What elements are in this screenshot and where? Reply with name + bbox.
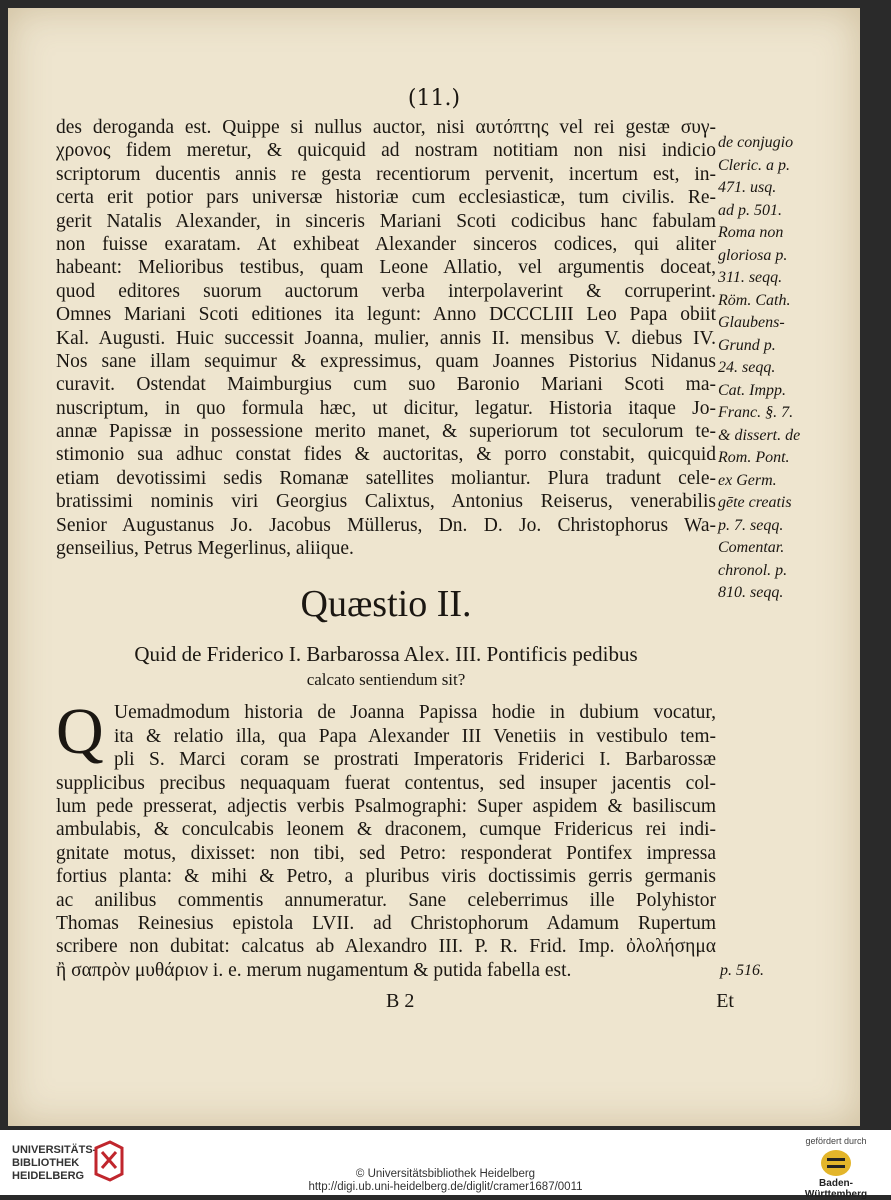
text-line: curavit. Ostendat Maimburgius cum suo Baronio Mariani Scoti ma-	[56, 374, 716, 396]
text-line: Nos sane illam sequimur & expressimus, quam Joannes Pistorius Nidanus	[56, 350, 716, 372]
paragraph-2	[56, 695, 716, 982]
viewer-footer	[0, 1130, 891, 1200]
marginal-note-line: Röm. Cath.	[718, 291, 791, 309]
marginal-note-line: p. 7. seqq.	[718, 516, 784, 534]
text-line: non fuisse exaratam. At exhibeat Alexander sinceros codices, qui aliter	[56, 233, 716, 255]
text-line: pli S. Marci coram se prostrati Imperatoris Friderici I. Barbarossæ	[114, 749, 716, 771]
text-line: ita & relatio illa, qua Papa Alexander III Venetiis in vestibulo tem-	[114, 725, 716, 747]
section-heading: Quæstio II.	[300, 583, 472, 626]
marginal-note-line: gloriosa p.	[718, 246, 788, 264]
scanned-page	[8, 8, 860, 1126]
text-line: ambulabis, & conculcabis leonem & draconem, cumque Fridericus rei indi-	[56, 819, 716, 841]
drop-cap: Q	[56, 695, 104, 769]
text-line: χρονος fidem meretur, & quicquid ad nostram notitiam non nisi indicio	[56, 140, 716, 162]
marginal-note-line: 24. seqq.	[718, 359, 776, 376]
text-line: Omnes Mariani Scoti editiones ita legunt: Anno DCCCLIII Leo Papa obiit	[56, 304, 716, 326]
page-foot	[56, 990, 734, 1016]
funder-name: Baden-Württemberg	[804, 1178, 868, 1200]
paragraph-1	[56, 116, 716, 560]
text-line: stimonio sua adhuc constat fides & auctoritas, & porro constabit, quicquid	[56, 444, 716, 466]
text-line: Thomas Reinesius epistola LVII. ad Christophorum Adamum Rupertum	[56, 912, 716, 934]
text-line: Uemadmodum historia de Joanna Papissa hodie in dubium vocatur,	[114, 702, 716, 724]
question-title-line-1: Quid de Friderico I. Barbarossa Alex. III. Pontificis pedibus	[134, 642, 638, 667]
state-emblem-icon	[821, 1150, 851, 1176]
page-number: (11.)	[407, 86, 461, 111]
text-line: quod editores suorum auctorum verba interpolaverint & corruperint.	[56, 280, 716, 302]
funding-badge[interactable]	[791, 1136, 881, 1200]
marginal-note-line: Franc. §. 7.	[718, 404, 794, 421]
text-line: nuscriptum, in quo formula hæc, ut dicitur, legatur. Historia itaque Jo-	[56, 397, 716, 419]
funded-by-label: gefördert durch	[805, 1136, 867, 1146]
marginal-note-line: Roma non	[718, 224, 784, 241]
catchword: Et	[716, 990, 734, 1012]
footer-credits	[0, 1168, 891, 1194]
marginal-note-line: 311. seqq.	[718, 269, 783, 286]
marginal-note-line: 810. seqq.	[718, 584, 784, 601]
marginal-note-line: Glaubens-	[718, 314, 785, 331]
marginal-note-line: Rom. Pont.	[718, 449, 790, 466]
text-line: lum pede presserat, adjectis verbis Psalmographi: Super aspidem & basiliscum	[56, 795, 716, 817]
main-text-block	[56, 116, 716, 982]
marginal-note-line: Cat. Impp.	[718, 381, 786, 399]
marginal-note-line: & dissert. de	[718, 426, 801, 444]
text-line: fortius planta: & mihi & Petro, a pluribus viris doctissimis gerris germanis	[56, 866, 716, 888]
text-line: certa erit potior pars universæ historiæ cum ecclesiasticæ, tum civilis. Re-	[56, 187, 716, 209]
marginal-note-line: Comentar.	[718, 539, 785, 556]
marginal-note-line: Cleric. a p.	[718, 156, 790, 174]
text-line: Kal. Augusti. Huic successit Joanna, mulier, annis II. mensibus V. diebus IV.	[56, 327, 716, 349]
marginal-note-line: Grund p.	[718, 336, 776, 354]
marginal-note-line: ad p. 501.	[718, 201, 782, 219]
question-title-line-2: calcato sentiendum sit?	[306, 670, 466, 690]
text-line: des deroganda est. Quippe si nullus auctor, nisi αυτόπτης vel rei gestæ συγ-	[56, 117, 716, 138]
marginal-note-line: ex Germ.	[718, 471, 777, 489]
text-line: Senior Augustanus Jo. Jacobus Müllerus, Dn. D. Jo. Christophorus Wa-	[56, 514, 716, 536]
text-line: bratissimi nominis viri Georgius Calixtus, Antonius Reiserus, venerabilis	[56, 491, 716, 513]
library-logo-text[interactable]: UNIVERSITÄTS- BIBLIOTHEK HEIDELBERG	[12, 1144, 97, 1182]
text-line: gerit Natalis Alexander, in sinceris Mariani Scoti codicibus hanc fabulam	[56, 210, 716, 232]
text-line: genseilius, Petrus Megerlinus, aliique.	[56, 538, 354, 560]
marginal-notes	[718, 132, 818, 605]
copyright-text: © Universitätsbibliothek Heidelberg	[355, 1168, 536, 1180]
text-line: scriptorum ducentis annis re gesta recentiorum pervenit, incertum est, in-	[56, 163, 716, 185]
text-line: ac anilibus commentis annumeratur. Sane celeberrimus ille Polyhistor	[56, 889, 716, 911]
text-line: etiam devotissimi sedis Romanæ satellites moliantur. Plura tradunt cele-	[56, 467, 716, 489]
text-line: ἢ σαπρὸν μυθάριον i. e. merum nugamentum & putida fabella est.	[56, 959, 572, 981]
marginal-note-line: de conjugio	[718, 134, 794, 151]
text-line: supplicibus precibus nequaquam fuerat contentus, sed insuper jacentis col-	[56, 772, 716, 794]
marginal-note-line: chronol. p.	[718, 561, 788, 579]
marginal-note-line: 471. usq.	[718, 179, 777, 196]
text-line: gnitate motus, dixisset: non tibi, sed Petro: responderat Pontifex impressa	[56, 842, 716, 864]
permalink[interactable]: http://digi.ub.uni-heidelberg.de/diglit/cramer1687/0011	[308, 1181, 583, 1193]
signature-mark: B 2	[386, 990, 415, 1012]
marginal-note-line: gēte creatis	[718, 494, 792, 511]
text-line: annæ Papissæ in possessione merito manet, & superiorum tot seculorum te-	[56, 421, 716, 443]
marginal-note-reference: p. 516.	[720, 962, 764, 979]
text-line: habeant: Melioribus testibus, quam Leone Allatio, vel argumentis doceat,	[56, 257, 716, 279]
text-line: scribere non dubitat: calcatus ab Alexandro III. P. R. Frid. Imp. ὀλολήσημα	[56, 936, 716, 958]
